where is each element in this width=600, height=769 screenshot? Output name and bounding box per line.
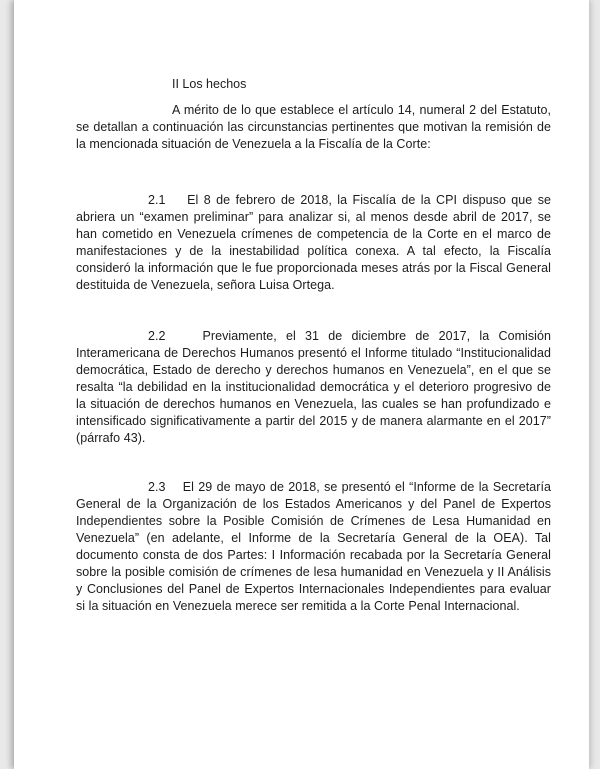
paragraph-2-2 [76,328,551,447]
paragraph-text: El 8 de febrero de 2018, la Fiscalía de la CPI dispuso que se abriera un “examen preliminar” para analizar si, al menos desde abril de 2017, se han cometido en Venezuela crímenes de competencia de la Corte en el marco de manifestaciones y de la inestabilidad política conexa. A tal efecto, la Fiscalía consideró la información que le fue proporcionada meses atrás por la Fiscal General destituida de Venezuela, señora Luisa Ortega. [76,193,551,292]
intro-paragraph: A mérito de lo que establece el artículo 14, numeral 2 del Estatuto, se detallan a continuación las circunstancias pertinentes que motivan la remisión de la mencionada situación de Venezuela a la Fiscalía de la Corte: [76,103,551,151]
document-body [76,76,551,615]
section-heading: II Los hechos [172,77,247,91]
paragraph-2-1 [76,192,551,294]
paragraph-text: El 29 de mayo de 2018, se presentó el “Informe de la Secretaría General de la Organización de los Estados Americanos y del Panel de Expertos Independientes sobre la Posible Comisión de Crímenes de Lesa Humanidad en Venezuela” (en adelante, el Informe de la Secretaría General de la OEA). Tal documento consta de dos Partes: I Información recabada por la Secretaría General sobre la posible comisión de crímenes de lesa humanidad en Venezuela y II Análisis y Conclusiones del Panel de Expertos Internacionales Independientes para evaluar si la situación en Venezuela merece ser remitida a la Corte Penal Internacional. [76,480,552,613]
paragraph-2-3 [76,479,551,615]
paragraph-number: 2.3 [148,480,166,494]
paragraph-text: Previamente, el 31 de diciembre de 2017, la Comisión Interamericana de Derechos Humanos presentó el Informe titulado “Institucionalidad democrática, Estado de derecho y derechos humanos en Venezuela”, en el que se resalta “la debilidad en la institucionalidad democrática y el deterioro progresivo de la situación de derechos humanos en Venezuela, las cuales se han profundizado e intensificado significativamente a partir del 2015 y de manera alarmante en el 2017” (párrafo 43). [76,329,552,445]
document-page [14,0,589,769]
paragraph-number: 2.2 [148,329,166,343]
paragraph-number: 2.1 [148,193,166,207]
